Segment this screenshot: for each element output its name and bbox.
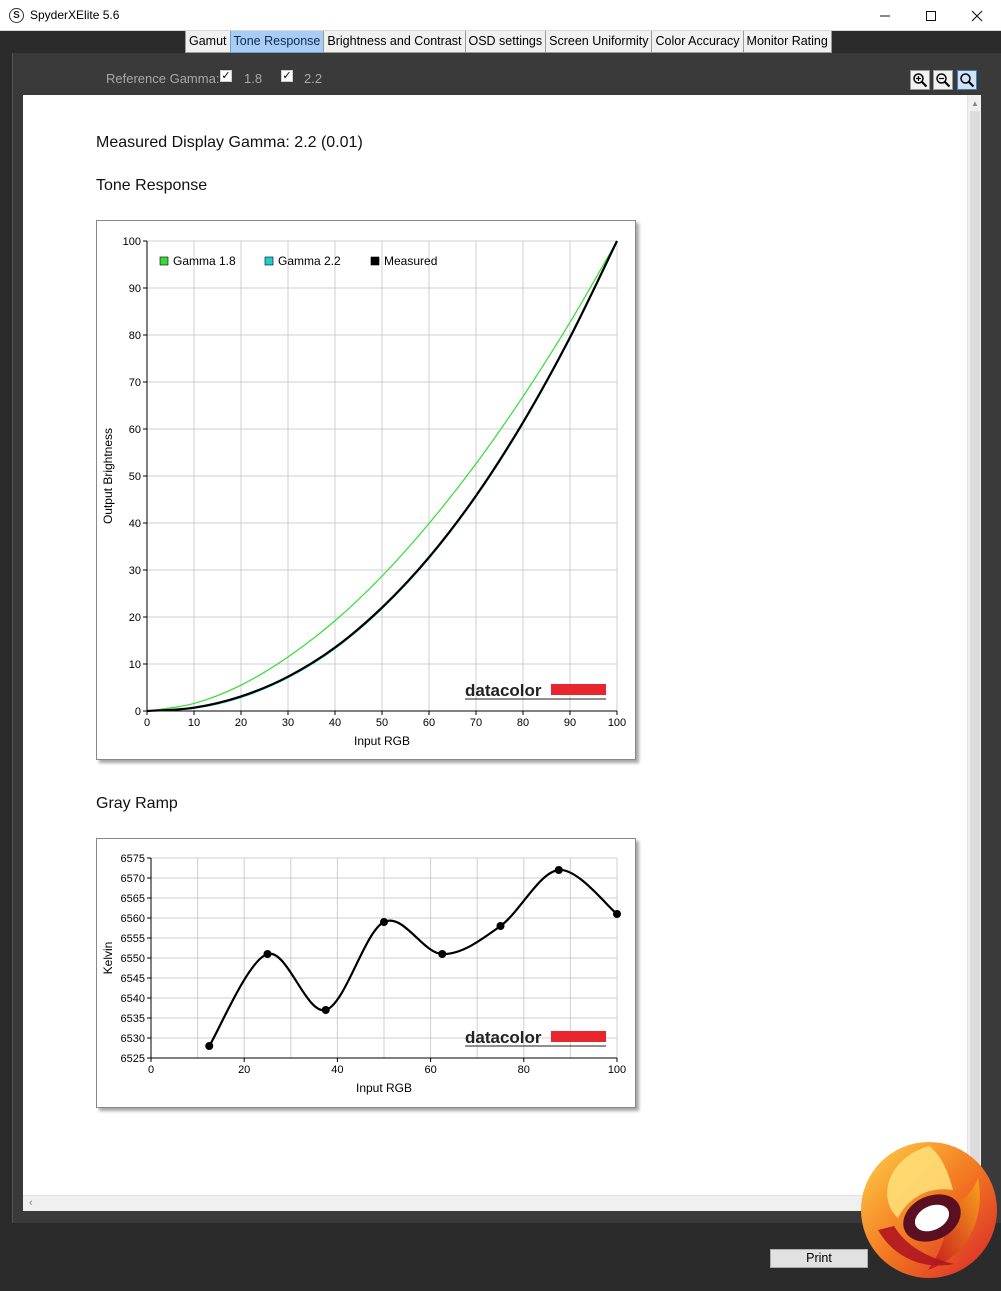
tab-brightness-contrast[interactable]: Brightness and Contrast xyxy=(323,31,465,53)
tab-gamut[interactable]: Gamut xyxy=(185,31,231,53)
y-axis-title: Kelvin xyxy=(101,941,115,975)
x-tick-label: 40 xyxy=(331,1064,344,1076)
zoom-out-icon xyxy=(935,72,951,88)
x-tick-label: 80 xyxy=(516,717,530,729)
legend-label: Gamma 1.8 xyxy=(173,254,236,268)
gray-ramp-title: Gray Ramp xyxy=(96,795,178,812)
legend-swatch xyxy=(160,257,168,265)
tone-response-svg xyxy=(97,221,635,759)
tone-response-chart xyxy=(96,220,636,760)
tab-color-accuracy[interactable]: Color Accuracy xyxy=(651,31,743,53)
y-tick-label: 40 xyxy=(128,518,141,530)
tab-osd-settings[interactable]: OSD settings xyxy=(465,31,547,53)
tab-monitor-rating[interactable]: Monitor Rating xyxy=(743,31,832,53)
gray-ramp-chart xyxy=(96,838,636,1108)
gamma-22-checkbox[interactable]: ✓ xyxy=(282,70,292,82)
legend-label: Measured xyxy=(384,254,438,268)
x-tick-label: 20 xyxy=(234,717,248,729)
report-panel xyxy=(12,53,1001,1223)
y-tick-label: 100 xyxy=(122,236,141,248)
reference-gamma-bar xyxy=(13,53,1001,95)
y-tick-label: 6565 xyxy=(120,893,145,905)
tone-response-title: Tone Response xyxy=(96,177,208,194)
close-icon xyxy=(971,10,983,22)
data-point xyxy=(613,910,621,918)
scroll-left-icon[interactable]: ‹ xyxy=(29,1197,33,1209)
reference-gamma-label: Reference Gamma: xyxy=(106,71,220,86)
data-point xyxy=(264,950,272,958)
datacolor-red-bar xyxy=(551,1031,606,1042)
minimize-icon xyxy=(879,10,891,22)
gamma-18-label: 1.8 xyxy=(244,71,263,86)
app-icon: S xyxy=(9,8,24,23)
gamma-22-label: 2.2 xyxy=(304,71,323,86)
x-tick-label: 0 xyxy=(143,717,151,729)
y-tick-label: 6535 xyxy=(120,1013,145,1025)
x-tick-label: 0 xyxy=(147,1064,155,1076)
y-tick-label: 6545 xyxy=(120,973,145,985)
brand-logo-icon xyxy=(858,1138,1000,1280)
title-bar xyxy=(0,0,1001,31)
minimize-button[interactable] xyxy=(862,0,908,31)
maximize-button[interactable] xyxy=(908,0,954,31)
scroll-up-icon[interactable]: ▲ xyxy=(971,99,979,108)
legend-swatch xyxy=(265,257,273,265)
x-axis-title: Input RGB xyxy=(353,734,411,748)
gamma-18-checkbox[interactable]: ✓ xyxy=(221,70,231,82)
y-tick-label: 6550 xyxy=(120,953,145,965)
gray-ramp-svg xyxy=(97,839,635,1107)
x-axis-title: Input RGB xyxy=(355,1081,413,1095)
x-tick-label: 90 xyxy=(563,717,577,729)
legend-label: Gamma 2.2 xyxy=(278,254,341,268)
zoom-fit-icon xyxy=(959,72,975,88)
y-tick-label: 6530 xyxy=(120,1033,145,1045)
y-tick-label: 6575 xyxy=(120,853,145,865)
zoom-in-icon xyxy=(912,72,928,88)
data-point xyxy=(205,1042,213,1050)
x-tick-label: 50 xyxy=(375,717,389,729)
tab-tone-response[interactable]: Tone Response xyxy=(230,31,325,53)
y-tick-label: 70 xyxy=(128,377,141,389)
y-tick-label: 6525 xyxy=(120,1053,145,1065)
x-tick-label: 60 xyxy=(422,717,436,729)
legend-swatch xyxy=(371,257,379,265)
x-tick-label: 20 xyxy=(238,1064,251,1076)
y-tick-label: 0 xyxy=(134,706,141,718)
x-tick-label: 100 xyxy=(607,717,627,729)
y-tick-label: 80 xyxy=(128,330,141,342)
x-tick-label: 40 xyxy=(328,717,342,729)
datacolor-red-bar xyxy=(551,684,606,695)
y-tick-label: 6570 xyxy=(120,873,145,885)
data-point xyxy=(380,918,388,926)
y-tick-label: 6540 xyxy=(120,993,145,1005)
report-content xyxy=(23,95,967,1195)
tab-screen-uniformity[interactable]: Screen Uniformity xyxy=(545,31,652,53)
y-tick-label: 10 xyxy=(128,659,141,671)
y-tick-label: 60 xyxy=(128,424,141,436)
data-point xyxy=(497,922,505,930)
x-tick-label: 30 xyxy=(281,717,295,729)
y-tick-label: 30 xyxy=(128,565,141,577)
zoom-out-button[interactable] xyxy=(933,70,953,90)
measured-gamma-text: Measured Display Gamma: 2.2 (0.01) xyxy=(96,134,363,151)
zoom-in-button[interactable] xyxy=(910,70,930,90)
horizontal-scrollbar[interactable] xyxy=(23,1195,967,1211)
maximize-icon xyxy=(925,10,937,22)
zoom-fit-button[interactable] xyxy=(957,70,977,90)
window-title: SpyderXElite 5.6 xyxy=(30,8,120,22)
y-tick-label: 6560 xyxy=(120,913,145,925)
x-tick-label: 10 xyxy=(187,717,201,729)
x-tick-label: 100 xyxy=(607,1064,627,1076)
print-button[interactable]: Print xyxy=(770,1249,868,1268)
y-tick-label: 20 xyxy=(128,612,141,624)
data-point xyxy=(438,950,446,958)
app-area xyxy=(0,31,1001,1291)
datacolor-watermark-text: datacolor xyxy=(465,681,542,700)
x-tick-label: 80 xyxy=(517,1064,530,1076)
data-point xyxy=(555,866,563,874)
tab-bar xyxy=(185,31,831,53)
data-point xyxy=(322,1006,330,1014)
datacolor-watermark-text: datacolor xyxy=(465,1028,542,1047)
y-tick-label: 90 xyxy=(128,283,141,295)
x-tick-label: 70 xyxy=(469,717,483,729)
vertical-scroll-thumb[interactable] xyxy=(970,111,980,1171)
y-tick-label: 50 xyxy=(128,471,141,483)
close-button[interactable] xyxy=(954,0,1000,31)
vertical-scrollbar[interactable] xyxy=(967,95,981,1195)
x-tick-label: 60 xyxy=(424,1064,437,1076)
y-tick-label: 6555 xyxy=(120,933,145,945)
y-axis-title: Output Brightness xyxy=(101,427,115,525)
